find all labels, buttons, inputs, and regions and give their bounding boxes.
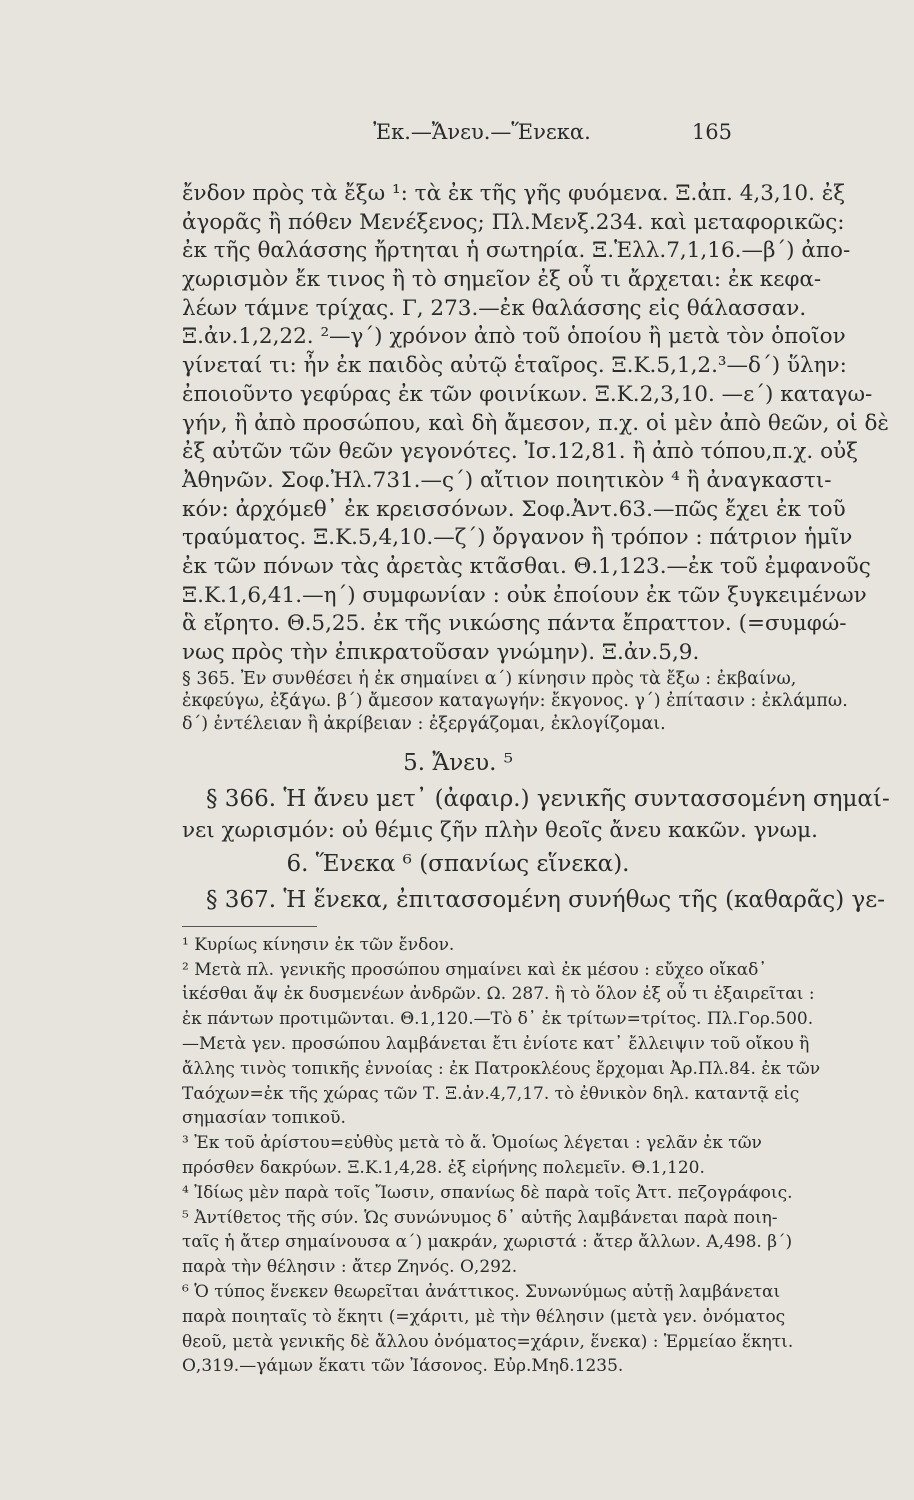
section-365: [182, 668, 848, 736]
text-line: νως πρὸς τὴν ἐπικρατοῦσαν γνώμην). Ξ.ἀν.5,9.: [182, 640, 700, 665]
text-line: ἐκ τῶν πόνων τὰς ἀρετὰς κτᾶσθαι. Θ.1,123.—ἐκ τοῦ ἐμφανοῦς: [182, 553, 871, 579]
footnote-line: ἄλλης τινὸς τοπικῆς ἐννοίας : ἐκ Πατροκλέους ἔρχομαι Ἀρ.Πλ.84. ἐκ τῶν: [182, 1058, 821, 1079]
text-line: χωρισμὸν ἔκ τινος ἢ τὸ σημεῖον ἐξ οὗ τι ἄρχεται: ἐκ κεφα-: [182, 267, 822, 293]
page-body: [182, 180, 890, 1379]
text-line: ἔνδον πρὸς τὰ ἔξω ¹: τὰ ἐκ τῆς γῆς φυόμενα. Ξ.ἀπ. 4,3,10. ἐξ: [182, 181, 846, 206]
footnote-line: ⁵ Ἀντίθετος τῆς σύν. Ὡς συνώνυμος δ᾽ αὐτῆς λαμβάνεται παρὰ ποιη-: [182, 1207, 778, 1228]
footnote-line: ¹ Κυρίως κίνησιν ἐκ τῶν ἔνδον.: [182, 934, 455, 955]
running-title: Ἐκ.—Ἄνευ.—Ἕνεκα.: [373, 120, 591, 144]
text-line: νει χωρισμόν: οὐ θέμις ζῆν πλὴν θεοῖς ἄνευ κακῶν. γνωμ.: [182, 818, 818, 844]
footnote-line: παρὰ ποιηταῖς τὸ ἕκητι (=χάριτι, μὲ τὴν θέλησιν (μετὰ γεν. ὀνόματος: [182, 1306, 786, 1327]
page-header: [232, 120, 732, 154]
text-line: γήν, ἢ ἀπὸ προσώπου, καὶ δὴ ἄμεσον, π.χ. οἱ μὲν ἀπὸ θεῶν, οἱ δὲ: [182, 410, 889, 436]
text-line: γίνεταί τι: ἦν ἐκ παιδὸς αὐτῷ ἑταῖρος. Ξ.Κ.5,1,2.³—δ΄) ὕλην:: [182, 353, 847, 379]
section-367: § 367. Ἡ ἕνεκα, ἐπιτασσομένη συνήθως τῆς (καθαρᾶς) γε-: [206, 886, 885, 913]
footnote-line: ³ Ἐκ τοῦ ἀρίστου=εὐθὺς μετὰ τὸ ἄ. Ὁμοίως λέγεται : γελᾶν ἐκ τῶν: [182, 1133, 762, 1154]
footnote-line: σημασίαν τοπικοῦ.: [182, 1108, 346, 1129]
heading-aneu: 5. Ἄνευ. ⁵: [403, 750, 513, 777]
text-line: κόν: ἀρχόμεθ᾽ ἐκ κρεισσόνων. Σοφ.Ἀντ.63.—πῶς ἔχει ἐκ τοῦ: [182, 496, 846, 522]
heading-heneka: 6. Ἕνεκα ⁶ (σπανίως εἵνεκα).: [286, 850, 630, 877]
footnote-divider: [182, 926, 317, 927]
footnotes: [182, 933, 821, 1379]
footnote-line: ἱκέσθαι ἄψ ἐκ δυσμενέων ἀνδρῶν. Ω. 287. ἢ τὸ ὅλον ἐξ οὗ τι ἐξαιρεῖται :: [182, 984, 815, 1005]
text-line: Ἀθηνῶν. Σοφ.Ἠλ.731.—ς΄) αἴτιον ποιητικὸν ⁴ ἢ ἀναγκαστι-: [182, 467, 832, 493]
footnote-line: ⁴ Ἰδίως μὲν παρὰ τοῖς Ἴωσιν, σπανίως δὲ παρὰ τοῖς Ἀττ. πεζογράφοις.: [182, 1182, 793, 1203]
footnote-line: Ταόχων=ἐκ τῆς χώρας τῶν Τ. Ξ.ἀν.4,7,17. τὸ ἐθνικὸν δηλ. καταντᾷ εἰς: [182, 1083, 800, 1104]
footnote-line: ⁶ Ὁ τύπος ἕνεκεν θεωρεῖται ἀνάττικος. Συνωνύμως αὐτῇ λαμβάνεται: [182, 1282, 781, 1303]
footnote-line: ² Μετὰ πλ. γενικῆς προσώπου σημαίνει καὶ ἐκ μέσου : εὔχεο οἴκαδ᾽: [182, 959, 767, 980]
main-text: [182, 180, 889, 668]
footnote-line: ταῖς ἡ ἄτερ σημαίνουσα α΄) μακράν, χωριστά : ἄτερ ἄλλων. Α,498. β΄): [182, 1232, 793, 1253]
page-number: 165: [691, 120, 732, 144]
footnote-line: ἐκ πάντων προτιμῶνται. Θ.1,120.—Τὸ δ᾽ ἐκ τρίτων=τρίτος. Πλ.Γορ.500.: [182, 1009, 814, 1030]
footnote-line: πρόσθεν δακρύων. Ξ.Κ.1,4,28. ἐξ εἰρήνης πολεμεῖν. Θ.1,120.: [182, 1158, 705, 1179]
text-line: τραύματος. Ξ.Κ.5,4,10.—ζ΄) ὄργανον ἢ τρόπον : πάτριον ἡμῖν: [182, 525, 853, 551]
footnote-line: Ο,319.—γάμων ἕκατι τῶν Ἰάσονος. Εὐρ.Μηδ.1235.: [182, 1356, 624, 1377]
text-line: Ξ.Κ.1,6,41.—η΄) συμφωνίαν : οὐκ ἐποίουν ἐκ τῶν ξυγκειμένων: [182, 582, 867, 608]
text-line: ἀγορᾶς ἢ πόθεν Μενέξενος; Πλ.Μενξ.234. καὶ μεταφορικῶς:: [182, 209, 845, 235]
footnote-line: —Μετὰ γεν. προσώπου λαμβάνεται ἔτι ἐνίοτε κατ᾽ ἔλλειψιν τοῦ οἴκου ἢ: [182, 1034, 810, 1055]
small-text-line: δ΄) ἐντέλειαν ἢ ἀκρίβειαν : ἐξεργάζομαι, ἐκλογίζομαι.: [182, 713, 666, 734]
text-line: ἐκ τῆς θαλάσσης ἤρτηται ἡ σωτηρία. Ξ.Ἑλλ.7,1,16.—β΄) ἀπο-: [182, 238, 851, 264]
text-line: λέων τάμνε τρίχας. Γ, 273.—ἐκ θαλάσσης εἰς θάλασσαν.: [182, 295, 807, 321]
text-line: § 366. Ἡ ἄνευ μετ᾽ (ἀφαιρ.) γενικῆς συντασσομένη σημαί-: [206, 786, 890, 813]
text-line: ἐποιοῦντο γεφύρας ἐκ τῶν φοινίκων. Ξ.Κ.2,3,10. —ε΄) καταγω-: [182, 381, 873, 407]
small-text-line: § 365. Ἐν συνθέσει ἡ ἐκ σημαίνει α΄) κίνησιν πρὸς τὰ ἔξω : ἐκβαίνω,: [182, 668, 797, 689]
text-line: ἐξ αὐτῶν τῶν θεῶν γεγονότες. Ἰσ.12,81. ἢ ἀπὸ τόπου,π.χ. οὐξ: [182, 439, 858, 465]
section-366: [182, 781, 890, 846]
spacer: [182, 735, 734, 745]
small-text-line: ἐκφεύγω, ἐξάγω. β΄) ἄμεσον καταγωγήν: ἔκγονος. γ΄) ἐπίτασιν : ἐκλάμπω.: [182, 691, 848, 712]
text-line: Ξ.ἀν.1,2,22. ²—γ΄) χρόνον ἀπὸ τοῦ ὁποίου ἢ μετὰ τὸν ὁποῖον: [182, 324, 846, 350]
footnote-line: θεοῦ, μετὰ γενικῆς δὲ ἄλλου ὀνόματος=χάριν, ἕνεκα) : Ἑρμείαο ἕκητι.: [182, 1331, 794, 1352]
text-line: ἃ εἴρητο. Θ.5,25. ἐκ τῆς νικώσης πάντα ἔπραττον. (=συμφώ-: [182, 611, 847, 637]
footnote-line: παρὰ τὴν θέλησιν : ἄτερ Ζηνός. Ο,292.: [182, 1257, 518, 1278]
